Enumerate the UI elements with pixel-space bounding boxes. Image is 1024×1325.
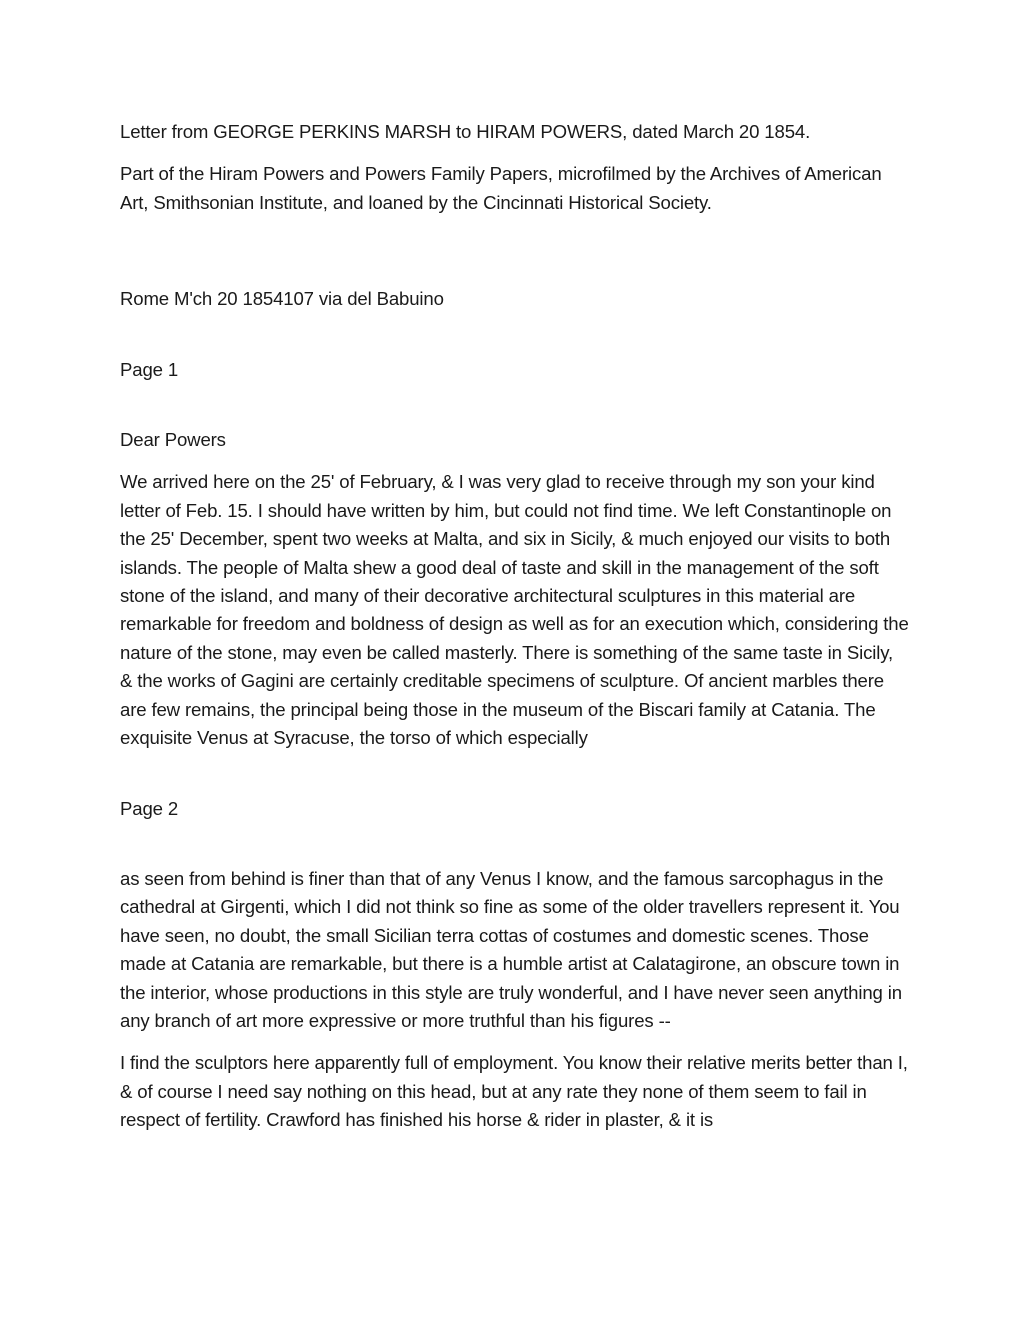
page-2-label: Page 2 [120,797,179,819]
document-title: Letter from GEORGE PERKINS MARSH to HIRAM POWERS, dated March 20 1854. [120,121,811,142]
provenance-paragraph: Part of the Hiram Powers and Powers Family Papers, microfilmed by the Archives of American Art, Smithsonian Institute, and loaned by the Cincinnati Historical Society. [120,163,882,213]
page-2-body-paragraph-2: I find the sculptors here apparently full of employment. You know their relative merits better than I, & of course I need say nothing on this head, but at any rate they none of them seem to fail in respect of fertility. Crawford has finished his horse & rider in plaster, & it is [120,1052,908,1131]
page-2-body-paragraph-1: as seen from behind is finer than that of any Venus I know, and the famous sarcophagus in the cathedral at Girgenti, which I did not think so fine as some of the older travellers represent it. You have seen, no doubt, the small Sicilian terra cottas of costumes and domestic scenes. Those made at Catania are remarkable, but there is a humble artist at Calatagirone, an obscure town in the interior, whose productions in this style are truly wonderful, and I have never seen anything in any branch of art more expressive or more truthful than his figures -- [120,867,902,1031]
place-date-line: Rome M'ch 20 1854107 via del Babuino [120,288,444,310]
letter-document [120,118,910,1135]
page-1-body: We arrived here on the 25' of February, & I was very glad to receive through my son your kind letter of Feb. 15. I should have written by him, but could not find time. We left Constantinople on the 25' December, spent two weeks at Malta, and six in Sicily, & much enjoyed our visits to both islands. The people of Malta shew a good deal of taste and skill in the management of the soft stone of the island, and many of their decorative architectural sculptures in this material are remarkable for freedom and boldness of design as well as for an execution which, considering the nature of the stone, may even be called masterly. There is something of the same taste in Sicily, & the works of Gagini are certainly creditable specimens of sculpture. Of ancient marbles there are few remains, the principal being those in the museum of the Biscari family at Catania. The exquisite Venus at Syracuse, the torso of which especially [120,471,909,749]
page-1-label: Page 1 [120,358,179,380]
salutation: Dear Powers [120,429,226,451]
